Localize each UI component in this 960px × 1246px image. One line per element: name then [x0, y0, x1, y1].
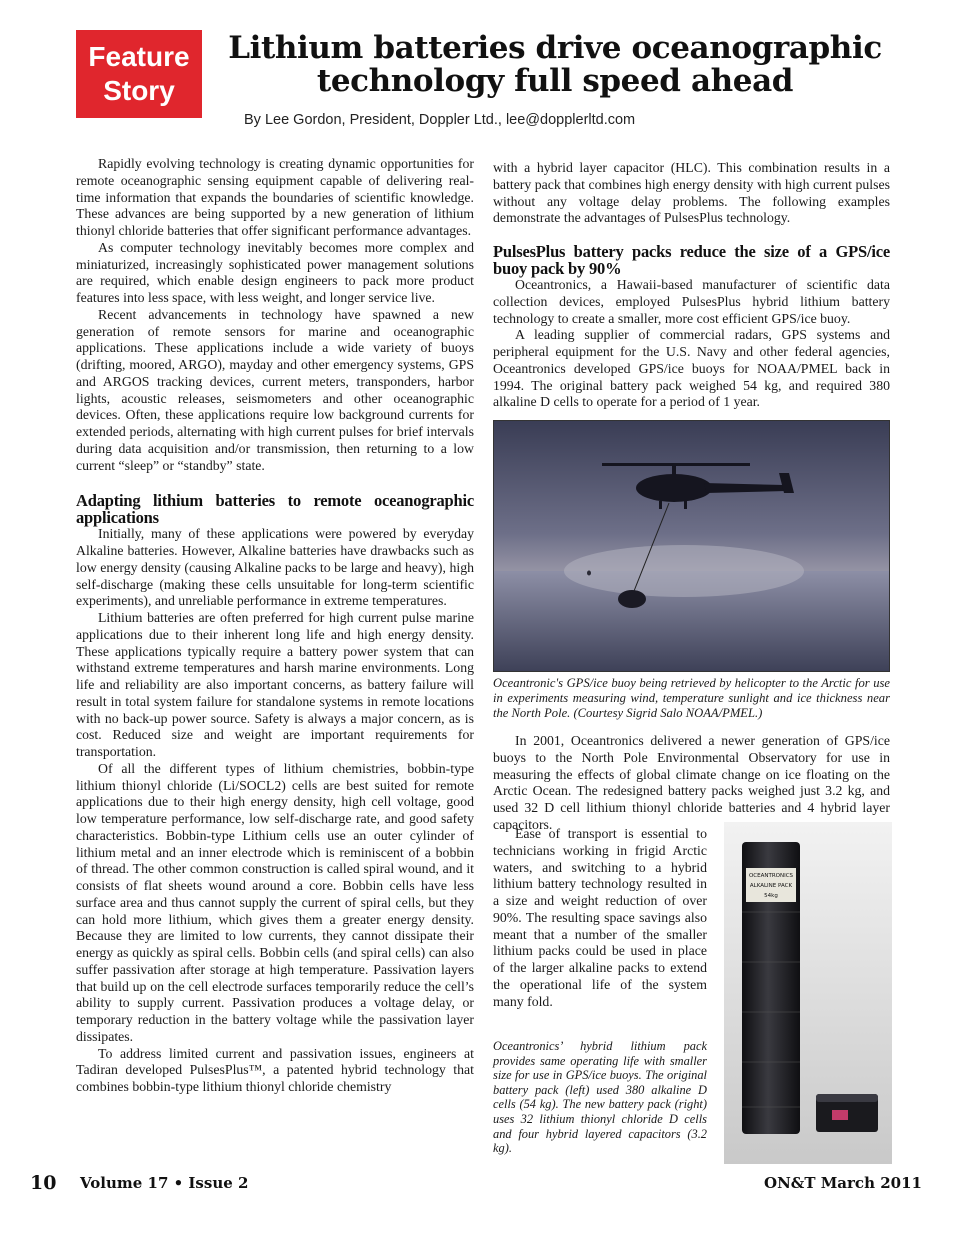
photo-caption-battery-pack: Oceantronics’ hybrid lithium pack provides same operating life with smaller size for use in GPS/ice buoys. The original battery pack (left) used 380 alkaline D cells (54 kg). The new battery pack (right) uses 32 lithium thionyl chloride D cells and four hybrid layered capacitors (3.2 kg). [493, 1039, 707, 1156]
paragraph: Rapidly evolving technology is creating dynamic opportunities for remote oceanographic sensing equipment capable of delivering real-time information that expands the boundaries of scientific knowledge. These advances are being supported by a new generation of lithium thionyl chloride batteries that offer significant performance advantages. [76, 156, 474, 238]
paragraph: Oceantronics, a Hawaii-based manufacturer of scientific data collection devices, employed PulsesPlus hybrid lithium battery technology to create a smaller, more cost efficient GPS/ice buoy. [493, 277, 890, 326]
helicopter-buoy-photo [493, 420, 890, 672]
pack-label-line-2: ALKALINE PACK [749, 883, 793, 889]
photo-caption-helicopter: Oceantronic's GPS/ice buoy being retrieved by helicopter to the Arctic for use in experiments measuring wind, temperature sunlight and ice thickness near the North Pole. (Courtesy Sigrid Salo NOAA/PMEL.) [493, 676, 890, 720]
paragraph: Initially, many of these applications were powered by everyday Alkaline batteries. However, Alkaline batteries have drawbacks such as low energy density (causing Alkaline packs to be large and heavy), high self-discharge (making these cells unsuitable for long-term scientific experiments), and unreliable performance in extreme temperatures. [76, 526, 474, 609]
paragraph: As computer technology inevitably becomes more complex and miniaturized, increasingly sophisticated power management solutions are required, which enable design engineers to pack more product features into less space, with less weight, and longer service live. [76, 239, 474, 305]
paragraph: Lithium batteries are often preferred for high current pulse marine applications due to their inherent long life and high energy density. These applications typically require a battery power system that can withstand extreme temperatures and harsh marine environments. Long life and reliability are also important concerns, as battery failure will result in total system failure for standalone systems in remote locations with no back-up power source. Safety is always a major concern, as is cost. Reduced size and weight are important requirements for transportation. [76, 610, 474, 759]
paragraph: Of all the different types of lithium chemistries, bobbin-type lithium thionyl chloride (Li/SOCL2) cells are best suited for remote applications due to their high energy density, high cell voltage, good low temperature performance, low self-discharge rate, and good safety characteristics. Bobbin-type Lithium cells use an outer cylinder of lithium metal and an inner electrode which is reminiscent of a bobbin of thread. The other common construction is called spiral wound, and it consists of flat sheets wound around a core. Bobbin cells have less surface area and thus cannot supply the current of spiral cells, but they can hold more lithium, which gives them a greater energy density. Because they are limited to low currents, they cannot dissipate their energy as quickly as spiral cells. Bobbin cells (and spiral cells) can also suffer passivation after storage at high temperature. Passivation layers that build up on the cell electrode surfaces temporarily reduce the cell’s ability to supply current. Passivation produces a voltage delay, or temporary reduction in the battery voltage while the passivation layer dissipates. [76, 760, 474, 1044]
paragraph: Recent advancements in technology have spawned a new generation of remote sensors for marine and oceanographic applications. These applications include a wide variety of buoys (drifting, moored, ARGO), mayday and other emergency systems, GPS and ARGOS tracking devices, current meters, transponders, harbor lights, acoustic releases, seismometers and other oceanographic devices. Often, these applications require low background currents for extended periods, alternating with high current pulses for brief intervals during data acquisition and/or transmission, then returning to a low current “sleep” or “standby” state. [76, 306, 474, 473]
badge-line-1: Feature [88, 41, 190, 72]
paragraph: Ease of transport is essential to technicians working in frigid Arctic waters, and switching to a hybrid lithium battery technology resulted in a size and weight reduction of over 90%. The resulting space savings also meant that a number of the smaller lithium packs could be used in place of the larger alkaline packs to extend the operational life of the system many fold. [493, 826, 707, 1009]
column-left [76, 156, 474, 1096]
feature-story-badge [76, 30, 202, 118]
paragraph: To address limited current and passivation issues, engineers at Tadiran developed PulsesPlus™, a patented hybrid technology that combines bobbin-type lithium thionyl chloride chemistry [76, 1045, 474, 1094]
volume-issue: Volume 17 • Issue 2 [80, 1174, 249, 1192]
section-heading-adapting: Adapting lithium batteries to remote oceanographic applications [76, 491, 474, 528]
headline-line-2: technology full speed ahead [316, 63, 794, 99]
paragraph: with a hybrid layer capacitor (HLC). This combination results in a battery pack that combines high energy density with high current pulses without any voltage delay problems. The following examples demonstrate the advantages of PulsesPlus technology. [493, 160, 890, 226]
byline: By Lee Gordon, President, Doppler Ltd., lee@dopplerltd.com [244, 112, 636, 128]
column-right-top [493, 160, 890, 411]
helicopter-photo-illustration [494, 421, 889, 671]
paragraph: A leading supplier of commercial radars, GPS systems and peripheral equipment for the U.S. Navy and other federal agencies, Oceantronics developed GPS/ice buoys for NOAA/PMEL back in 1994. The original battery pack weighed 54 kg, and required 380 alkaline D cells to operate for a period of 1 year. [493, 327, 890, 410]
headline-line-1: Lithium batteries drive oceanographic [228, 30, 882, 66]
battery-pack-illustration [724, 822, 892, 1164]
pack-label-line-3: 54kg [764, 893, 778, 899]
publication-date: ON&T March 2011 [764, 1174, 922, 1192]
column-right-middle [493, 733, 890, 834]
paragraph: In 2001, Oceantronics delivered a newer generation of GPS/ice buoys to the North Pole Environmental Observatory for use in measuring the effects of global climate change on ice floating on the Arctic Ocean. The redesigned battery packs weighed just 3.2 kg, and used 32 D cell lithium thionyl chloride batteries and 4 hybrid layer capacitors. [493, 733, 890, 832]
section-heading-pulsesplus: PulsesPlus battery packs reduce the size of a GPS/ice buoy pack by 90% [493, 242, 890, 278]
page-number: 10 [30, 1172, 57, 1194]
article-headline [210, 32, 900, 98]
pack-label-line-1: OCEANTRONICS [748, 873, 794, 879]
battery-pack-photo [724, 822, 892, 1164]
badge-line-2: Story [103, 75, 175, 106]
column-right-narrow [493, 826, 707, 1010]
